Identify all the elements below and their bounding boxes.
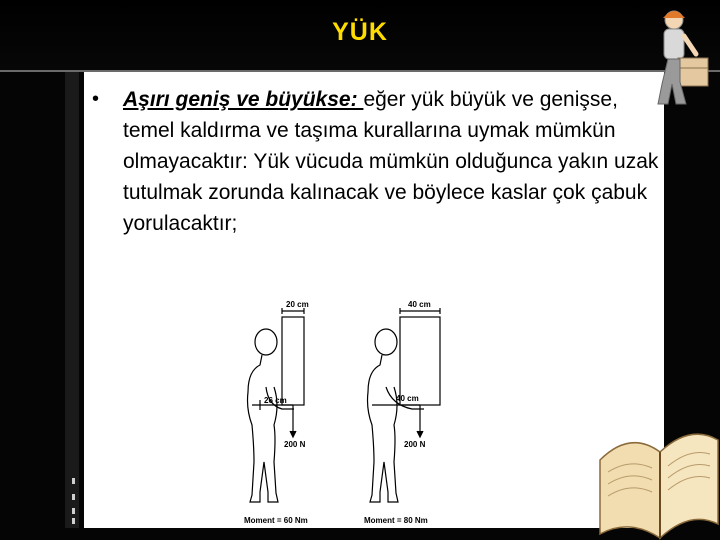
sidebar-dot (72, 478, 75, 484)
sidebar-dot (72, 518, 75, 524)
left-width-label: 20 cm (286, 300, 309, 309)
worker-carrying-box-icon (640, 6, 718, 110)
slide-title: YÜK (332, 18, 388, 46)
bullet-lead: Aşırı geniş ve büyükse: (123, 88, 364, 111)
left-distance-label: 26 cm (264, 396, 287, 405)
person-wide-load (368, 308, 441, 502)
left-force-label: 200 N (284, 440, 306, 449)
bullet-marker: • (92, 88, 100, 110)
right-distance-label: 40 cm (396, 394, 419, 403)
right-moment-label: Moment = 80 Nm (364, 516, 428, 525)
person-narrow-load (248, 308, 305, 502)
title-bar (0, 0, 720, 70)
sidebar-dot (72, 494, 75, 500)
bullet-body: eğer yük büyük ve genişse, temel kaldırma ve taşıma kurallarına uymak mümkün olmayacaktır: Yük vücuda mümkün olduğunca yakın uzak tutulmak zorunda kalınacak ve böylece kaslar çok çabuk yorulacaktır; (123, 88, 659, 235)
right-width-label: 40 cm (408, 300, 431, 309)
open-book-icon (590, 400, 720, 540)
lifting-moment-figure (224, 297, 524, 527)
right-force-label: 200 N (404, 440, 426, 449)
content-panel (84, 72, 664, 528)
sidebar-dot (72, 508, 75, 514)
left-sidebar-strip (65, 72, 79, 528)
bullet-text (123, 84, 663, 239)
left-moment-label: Moment = 60 Nm (244, 516, 308, 525)
